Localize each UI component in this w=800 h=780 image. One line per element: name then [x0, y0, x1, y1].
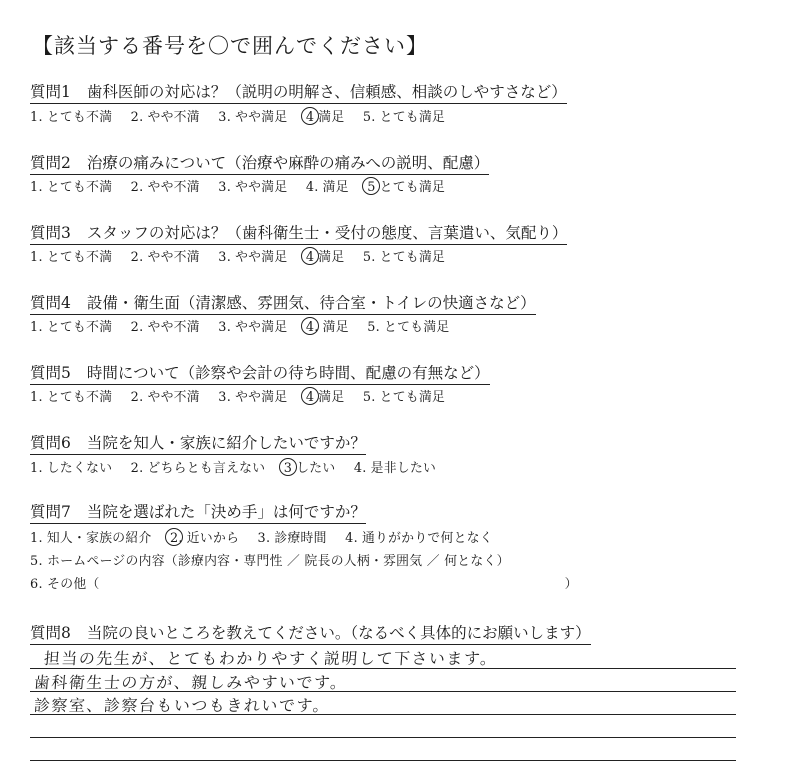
q5-option-5-label: とても満足: [379, 390, 446, 405]
handwritten-answer-line-1: 担当の先生が、とてもわかりやすく説明して下さいます。: [43, 649, 499, 668]
q2-option-4-label: 満足: [322, 180, 349, 195]
q5-option-5[interactable]: [363, 386, 445, 405]
answer-rule-2: [30, 691, 736, 692]
q7-other-label: 6. その他（: [30, 577, 100, 592]
q4-option-3-number: 3.: [218, 320, 232, 335]
handwritten-answer-line-3: 診察室、診察台もいつもきれいです。: [33, 696, 331, 715]
answer-rule-1: [30, 668, 736, 669]
q1-option-5-number: 5.: [362, 110, 376, 125]
q2-option-1-label: とても不満: [46, 180, 113, 195]
q6-option-3-label: したい: [296, 461, 336, 476]
q3-option-4-label: 満足: [318, 250, 345, 265]
q2-option-1-number: 1.: [30, 180, 43, 195]
q3-option-3-number: 3.: [218, 250, 232, 265]
question-5: [30, 361, 490, 385]
q6-option-2-label: どちらとも言えない: [147, 461, 266, 476]
q7-option-2-number: 2.: [169, 531, 183, 546]
q5-option-1-label: とても不満: [46, 390, 113, 405]
q1-option-2[interactable]: [131, 106, 200, 125]
question-6-options: [30, 457, 436, 476]
q2-option-1[interactable]: [30, 176, 112, 195]
q3-option-4-number: 4: [305, 250, 315, 265]
question-2-text: 治療の痛みについて（治療や麻酔の痛みへの説明、配慮）: [86, 154, 490, 172]
q7-option-1-label: 知人・家族の紹介: [46, 531, 152, 546]
q7-option-3-label: 診療時間: [274, 531, 327, 546]
question-4-options: [30, 316, 450, 335]
q4-option-4-number: 4.: [305, 320, 319, 335]
q4-option-1[interactable]: [30, 316, 112, 335]
q1-option-5-label: とても満足: [379, 110, 446, 125]
q3-option-5-label: とても満足: [379, 250, 446, 265]
q1-option-1[interactable]: [30, 106, 112, 125]
q7-option-5-homepage[interactable]: 5. ホームページの内容（診療内容・専門性 ／ 院長の人柄・雰囲気 ／ 何となく）: [30, 554, 510, 569]
handwritten-answer-line-2: 歯科衛生士の方が、親しみやすいです。: [33, 673, 349, 692]
question-1-number: 質問1: [30, 83, 71, 101]
q3-option-1-number: 1.: [30, 250, 43, 265]
q5-option-2[interactable]: [131, 386, 200, 405]
question-4-number: 質問4: [30, 294, 71, 312]
question-4: [30, 291, 536, 315]
q1-option-3-number: 3.: [218, 110, 232, 125]
q1-option-2-number: 2.: [130, 110, 144, 125]
q5-option-1[interactable]: [30, 386, 112, 405]
q1-option-1-number: 1.: [30, 110, 43, 125]
q7-option-2-circled[interactable]: [170, 527, 239, 546]
question-6-number: 質問6: [30, 434, 71, 452]
q7-option-1[interactable]: [30, 527, 152, 546]
q6-option-4[interactable]: [354, 457, 436, 476]
q4-option-5-label: とても満足: [384, 320, 450, 335]
q5-option-4-label: 満足: [318, 390, 345, 405]
q2-option-5-number: 5: [367, 180, 376, 195]
q4-option-4-circled[interactable]: [306, 316, 349, 335]
q3-option-1-label: とても不満: [46, 250, 113, 265]
q7-option-2-label: 近いから: [186, 531, 240, 546]
survey-instruction-title: 【該当する番号を〇で囲んでください】: [32, 34, 428, 58]
q7-option-4-number: 4.: [345, 531, 358, 546]
question-3-text: スタッフの対応は？（歯科衛生士・受付の態度、言葉遣い、気配り）: [86, 224, 568, 242]
q4-option-2-label: やや不満: [147, 320, 200, 335]
q3-option-5[interactable]: [363, 246, 445, 265]
q2-option-2-number: 2.: [130, 180, 144, 195]
answer-rule-5: [30, 760, 736, 761]
q2-option-2[interactable]: [131, 176, 200, 195]
q7-option-6-other[interactable]: [30, 573, 578, 592]
q3-option-3-label: やや満足: [235, 250, 288, 265]
question-4-text: 設備・衛生面（清潔感、雰囲気、待合室・トイレの快適さなど）: [86, 294, 536, 312]
q7-option-1-number: 1.: [30, 531, 43, 546]
q5-option-3-number: 3.: [218, 390, 232, 405]
question-7-options: [30, 527, 493, 546]
question-3: [30, 221, 567, 245]
q5-option-2-label: やや不満: [147, 390, 200, 405]
question-7-text: 当院を選ばれた「決め手」は何ですか？: [86, 503, 366, 521]
q2-option-5-circled[interactable]: [367, 176, 445, 195]
q7-other-close-paren: ）: [564, 577, 578, 592]
q4-option-5-number: 5.: [367, 320, 381, 335]
question-2-number: 質問2: [30, 154, 71, 172]
q7-option-3-number: 3.: [257, 531, 271, 546]
q3-option-5-number: 5.: [362, 250, 376, 265]
question-5-number: 質問5: [30, 364, 71, 382]
q6-option-1-label: したくない: [46, 461, 113, 476]
q2-option-4[interactable]: [306, 176, 349, 195]
question-3-number: 質問3: [30, 224, 71, 242]
q1-option-4-number: 4: [305, 110, 315, 125]
q1-option-3-label: やや満足: [235, 110, 288, 125]
q5-option-2-number: 2.: [130, 390, 144, 405]
question-8-number: 質問8: [30, 624, 71, 642]
question-2: [30, 151, 489, 175]
q4-option-5[interactable]: [367, 316, 449, 335]
q5-option-4-number: 4: [305, 390, 315, 405]
q1-option-1-label: とても不満: [46, 110, 113, 125]
q3-option-2[interactable]: [131, 246, 200, 265]
q5-option-3-label: やや満足: [235, 390, 288, 405]
q4-option-4-label: 満足: [322, 320, 349, 335]
question-5-options: [30, 386, 445, 405]
q2-option-4-number: 4.: [305, 180, 319, 195]
q3-option-3[interactable]: [218, 246, 287, 265]
q6-option-3-number: 3: [283, 461, 293, 476]
question-2-options: [30, 176, 445, 195]
question-1-text: 歯科医師の対応は？（説明の明解さ、信頼感、相談のしやすさなど）: [86, 83, 567, 101]
q2-option-3[interactable]: [218, 176, 287, 195]
q4-option-3[interactable]: [218, 316, 287, 335]
q2-option-3-number: 3.: [218, 180, 232, 195]
q6-option-1[interactable]: [30, 457, 112, 476]
q1-option-5[interactable]: [363, 106, 445, 125]
q2-option-2-label: やや不満: [147, 180, 200, 195]
q4-option-2-number: 2.: [130, 320, 144, 335]
answer-rule-3: [30, 714, 736, 715]
q5-option-3[interactable]: [218, 386, 287, 405]
q6-option-3-circled[interactable]: [284, 457, 336, 476]
answer-rule-4: [30, 737, 736, 738]
q6-option-2[interactable]: [131, 457, 266, 476]
q6-option-1-number: 1.: [30, 461, 43, 476]
q7-option-4[interactable]: [345, 527, 493, 546]
question-5-text: 時間について（診察や会計の待ち時間、配慮の有無など）: [86, 364, 490, 382]
question-1-options: [30, 106, 445, 125]
q3-option-2-label: やや不満: [147, 250, 200, 265]
question-7: [30, 500, 366, 524]
q7-option-4-label: 通りがかりで何となく: [361, 531, 493, 546]
q1-option-4-label: 満足: [318, 110, 345, 125]
question-8: [30, 621, 591, 645]
question-6-text: 当院を知人・家族に紹介したいですか？: [86, 434, 366, 452]
q5-option-4-circled[interactable]: [306, 386, 345, 405]
q2-option-3-label: やや満足: [235, 180, 288, 195]
q3-option-2-number: 2.: [130, 250, 144, 265]
q5-option-5-number: 5.: [362, 390, 376, 405]
q6-option-4-number: 4.: [353, 461, 367, 476]
q4-option-2[interactable]: [131, 316, 200, 335]
q1-option-2-label: やや不満: [147, 110, 200, 125]
q7-option-3[interactable]: [258, 527, 327, 546]
q3-option-4-circled[interactable]: [306, 246, 345, 265]
q5-option-1-number: 1.: [30, 390, 43, 405]
q2-option-5-label: とても満足: [379, 180, 446, 195]
q3-option-1[interactable]: [30, 246, 112, 265]
question-8-text: 当院の良いところを教えてください。（なるべく具体的にお願いします）: [86, 624, 591, 642]
question-3-options: [30, 246, 445, 265]
q1-option-3[interactable]: [218, 106, 287, 125]
question-1: [30, 80, 567, 104]
q6-option-4-label: 是非したい: [370, 461, 437, 476]
q4-option-3-label: やや満足: [235, 320, 288, 335]
question-7-number: 質問7: [30, 503, 71, 521]
question-6: [30, 431, 366, 455]
q4-option-1-label: とても不満: [46, 320, 113, 335]
q1-option-4-circled[interactable]: [306, 106, 345, 125]
q6-option-2-number: 2.: [130, 461, 144, 476]
q4-option-1-number: 1.: [30, 320, 43, 335]
